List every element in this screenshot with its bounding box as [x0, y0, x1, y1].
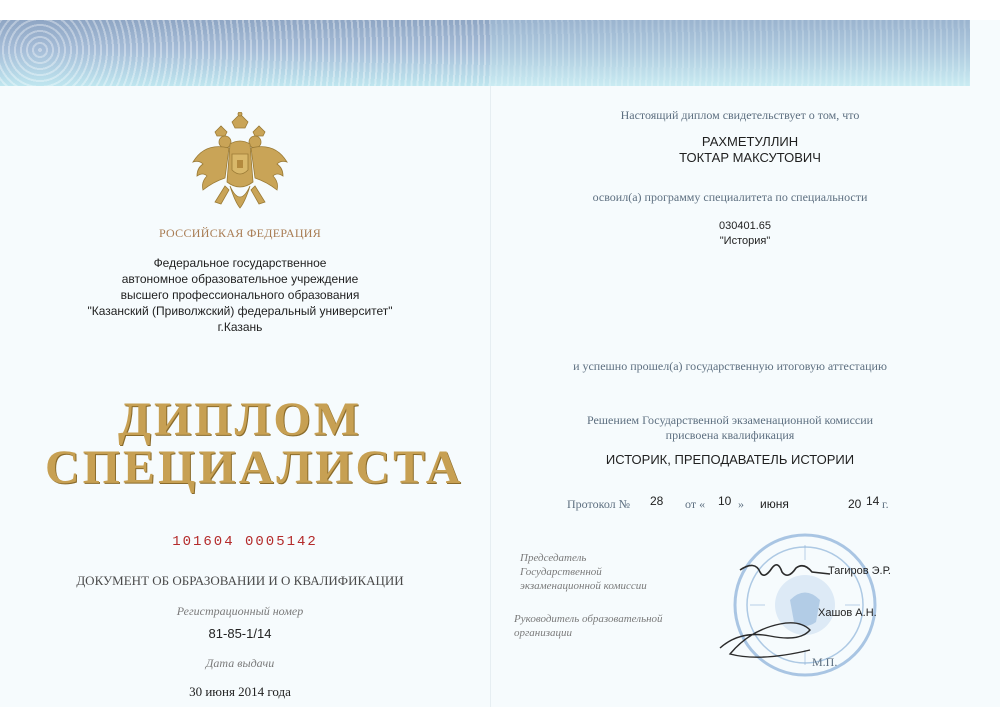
org-line: Федеральное государственное: [153, 256, 327, 270]
country-name: РОССИЙСКАЯ ФЕДЕРАЦИЯ: [158, 226, 322, 240]
attestation-text: и успешно прошел(а) государственную итоговую аттестацию: [573, 359, 887, 373]
protocol-day: 10: [718, 494, 732, 508]
graduate-name: ТОКТАР МАКСУТОВИЧ: [679, 150, 821, 165]
diploma-subtitle: СПЕЦИАЛИСТА: [45, 441, 464, 494]
org-line: высшего профессионального образования: [120, 288, 360, 302]
org-line: г.Казань: [217, 320, 263, 334]
certification-text: Настоящий диплом свидетельствует о том, что: [620, 108, 860, 122]
org-line: "Казанский (Приволжский) федеральный университет": [87, 304, 393, 318]
chair-label: [520, 551, 647, 593]
document-type: ДОКУМЕНТ ОБ ОБРАЗОВАНИИ И О КВАЛИФИКАЦИИ: [76, 573, 404, 588]
protocol-month: июня: [760, 497, 789, 511]
org-line: автономное образовательное учреждение: [121, 272, 359, 286]
protocol-number: 28: [650, 494, 664, 508]
qualification-awarded-label: присвоена квалификация: [665, 428, 795, 442]
commission-decision: Решением Государственной экзаменационной комиссии: [586, 413, 874, 427]
specialty-code: 030401.65: [719, 220, 771, 232]
chair-label-line: Председатель: [520, 552, 587, 564]
head-name: Хашов А.Н.: [818, 607, 877, 619]
chair-label-line: Государственной: [520, 566, 602, 578]
protocol-year-suffix: 14: [866, 494, 880, 508]
chair-name: Тагиров Э.Р.: [828, 565, 891, 577]
page-fold: [490, 86, 491, 707]
registration-label: Регистрационный номер: [176, 604, 304, 618]
protocol-year-prefix: 20: [848, 497, 862, 511]
qualification: ИСТОРИК, ПРЕПОДАВАТЕЛЬ ИСТОРИИ: [605, 452, 855, 467]
issue-date: 30 июня 2014 года: [189, 684, 291, 699]
issue-date-label: Дата выдачи: [205, 656, 275, 670]
protocol-label: Протокол №: [567, 497, 631, 511]
graduate-surname: РАХМЕТУЛЛИН: [701, 134, 799, 149]
protocol-from: от «: [685, 497, 706, 511]
head-label: [514, 612, 663, 640]
decorative-band-right: [490, 20, 970, 86]
chair-label-line: экзаменационной комиссии: [520, 580, 647, 592]
registration-number: 81-85-1/14: [208, 626, 272, 641]
head-label-line: Руководитель образовательной: [514, 613, 663, 625]
specialty-name: "История": [719, 235, 771, 247]
protocol-year-unit: г.: [882, 497, 889, 511]
coat-of-arms-icon: [185, 112, 295, 224]
head-label-line: организации: [514, 627, 573, 639]
serial-number: 101604 0005142: [172, 534, 318, 550]
program-text: освоил(а) программу специалитета по специальности: [592, 190, 868, 204]
protocol-close-quote: »: [738, 497, 744, 511]
seal-placeholder: М.П.: [812, 655, 838, 669]
diploma-title: ДИПЛОМ: [117, 393, 363, 446]
organization-block: [60, 255, 420, 335]
